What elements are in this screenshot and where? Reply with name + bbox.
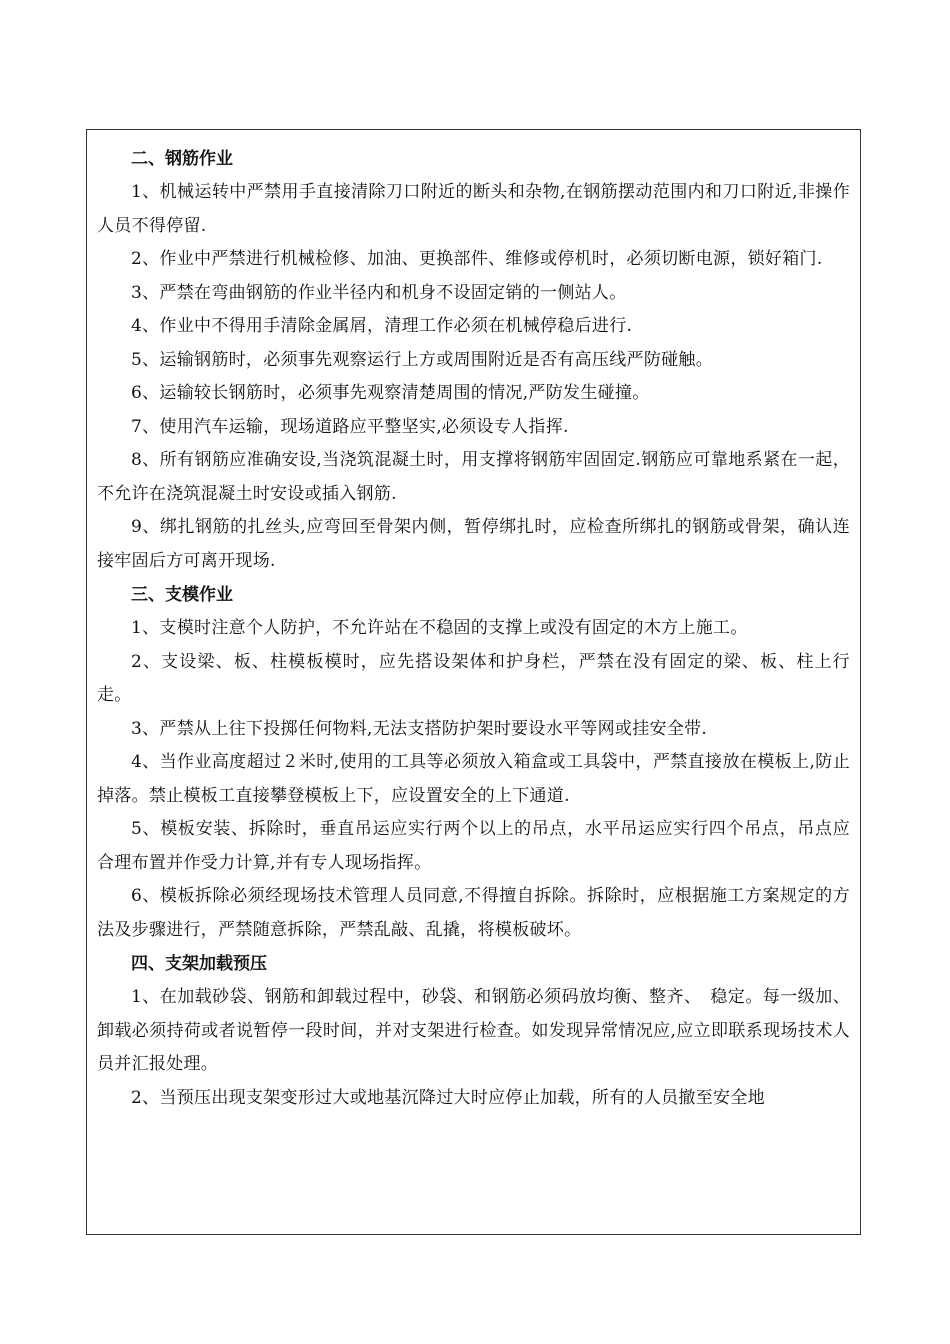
rebar-item-5: 5、运输钢筋时，必须事先观察运行上方或周围附近是否有高压线严防碰触。: [131, 349, 714, 370]
preload-item-2: 2、当预压出现支架变形过大或地基沉降过大时应停止加载，所有的人员撤至安全地: [131, 1087, 765, 1108]
section-heading-formwork: 三、支模作业: [131, 585, 233, 605]
document-content: [97, 142, 850, 1115]
rebar-item-8: 8、所有钢筋应准确安设,当浇筑混凝土时，用支撑将钢筋牢固固定.钢筋应可靠地系紧在一起，不允许在浇筑混凝土时安设或插入钢筋.: [97, 450, 850, 504]
formwork-item-6: 6、模板拆除必须经现场技术管理人员同意,不得擅自拆除。拆除时，应根据施工方案规定的方法及步骤进行，严禁随意拆除，严禁乱敲、乱撬，将模板破坏。: [97, 886, 850, 940]
rebar-item-1: 1、机械运转中严禁用手直接清除刀口附近的断头和杂物,在钢筋摆动范围内和刀口附近,非操作人员不得停留.: [97, 182, 850, 236]
section-heading-preload: 四、支架加载预压: [131, 954, 267, 974]
formwork-item-5: 5、模板安装、拆除时，垂直吊运应实行两个以上的吊点，水平吊运应实行四个吊点，吊点应合理布置并作受力计算,并有专人现场指挥。: [97, 819, 850, 873]
preload-item-1: 1、在加载砂袋、钢筋和卸载过程中，砂袋、和钢筋必须码放均衡、整齐、 稳定。每一级加、卸载必须持荷或者说暂停一段时间，并对支架进行检查。如发现异常情况应,应立即联系现场技术人员并汇报处理。: [97, 987, 850, 1074]
formwork-item-4: 4、当作业高度超过２米时,使用的工具等必须放入箱盒或工具袋中，严禁直接放在模板上,防止掉落。禁止模板工直接攀登模板上下，应设置安全的上下通道.: [97, 752, 850, 806]
document-frame: [86, 129, 861, 1235]
rebar-item-9: 9、绑扎钢筋的扎丝头,应弯回至骨架内侧，暂停绑扎时，应检查所绑扎的钢筋或骨架，确认连接牢固后方可离开现场.: [97, 517, 850, 571]
section-heading-rebar: 二、钢筋作业: [131, 149, 233, 169]
rebar-item-3: 3、严禁在弯曲钢筋的作业半径内和机身不设固定销的一侧站人。: [131, 282, 627, 303]
rebar-item-6: 6、运输较长钢筋时，必须事先观察清楚周围的情况,严防发生碰撞。: [131, 383, 650, 403]
formwork-item-1: 1、支模时注意个人防护，不允许站在不稳固的支撑上或没有固定的木方上施工。: [131, 618, 748, 638]
formwork-item-3: 3、严禁从上往下投掷任何物料,无法支搭防护架时要设水平等网或挂安全带.: [131, 718, 708, 739]
rebar-item-2: 2、作业中严禁进行机械检修、加油、更换部件、维修或停机时，必须切断电源，锁好箱门.: [131, 249, 823, 269]
formwork-item-2: 2、支设梁、板、柱模板模时，应先搭设架体和护身栏，严禁在没有固定的梁、板、柱上行走。: [97, 651, 850, 705]
rebar-item-7: 7、使用汽车运输，现场道路应平整坚实,必须设专人指挥.: [131, 416, 569, 437]
rebar-item-4: 4、作业中不得用手清除金属屑，清理工作必须在机械停稳后进行.: [131, 316, 633, 336]
